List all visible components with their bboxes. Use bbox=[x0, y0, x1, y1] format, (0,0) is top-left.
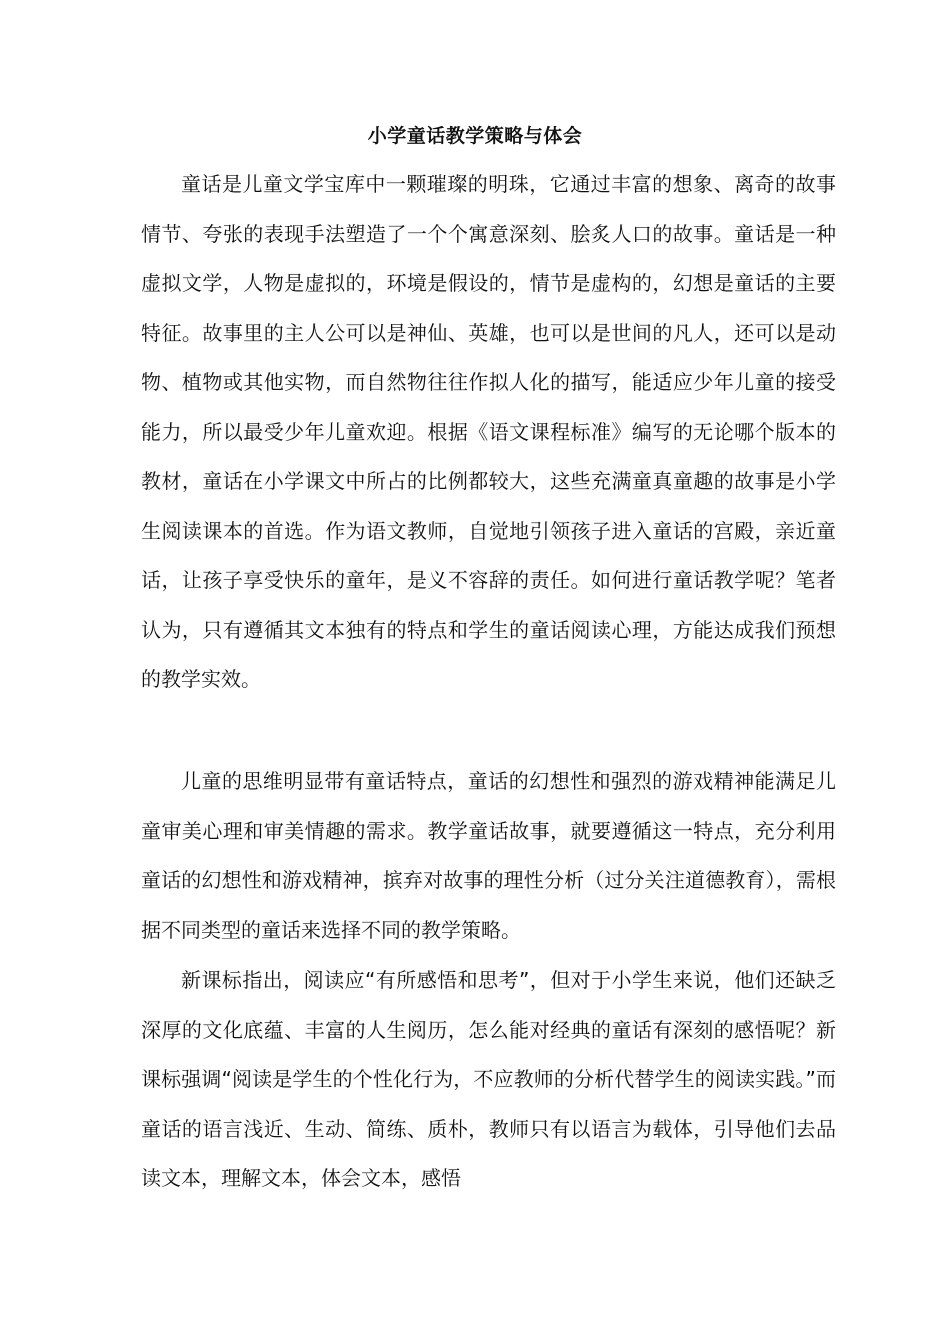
paragraph-intro: 童话是儿童文学宝库中一颗璀璨的明珠，它通过丰富的想象、离奇的故事情节、夸张的表现手法塑造了一个个寓意深刻、脍炙人口的故事。童话是一种虚拟文学，人物是虚拟的，环境是假设的，情节是虚构的，幻想是童话的主要特征。故事里的主人公可以是神仙、英雄，也可以是世间的凡人，还可以是动物、植物或其他实物，而自然物往往作拟人化的描写，能适应少年儿童的接受能力，所以最受少年儿童欢迎。根据《语文课程标准》编写的无论哪个版本的教材，童话在小学课文中所占的比例都较大，这些充满童真童趣的故事是小学生阅读课本的首选。作为语文教师，自觉地引领孩子进入童话的宫殿，亲近童话，让孩子享受快乐的童年，是义不容辞的责任。如何进行童话教学呢？笔者认为，只有遵循其文本独有的特点和学生的童话阅读心理，方能达成我们预想的教学实效。 bbox=[141, 172, 836, 691]
paragraph-children-thinking: 儿童的思维明显带有童话特点，童话的幻想性和强烈的游戏精神能满足儿童审美心理和审美情趣的需求。教学童话故事，就要遵循这一特点，充分利用童话的幻想性和游戏精神，摈弃对故事的理性分析（过分关注道德教育），需根据不同类型的童话来选择不同的教学策略。 bbox=[141, 769, 836, 942]
paragraph-new-curriculum: 新课标指出，阅读应“有所感悟和思考”，但对于小学生来说，他们还缺乏深厚的文化底蕴、丰富的人生阅历，怎么能对经典的童话有深刻的感悟呢？新课标强调“阅读是学生的个性化行为，不应教师的分析代替学生的阅读实践。”而童话的语言浅近、生动、简练、质朴，教师只有以语言为载体，引导他们去品读文本，理解文本，体会文本，感悟 bbox=[141, 968, 836, 1190]
document-title: 小学童话教学策略与体会 bbox=[367, 125, 583, 147]
